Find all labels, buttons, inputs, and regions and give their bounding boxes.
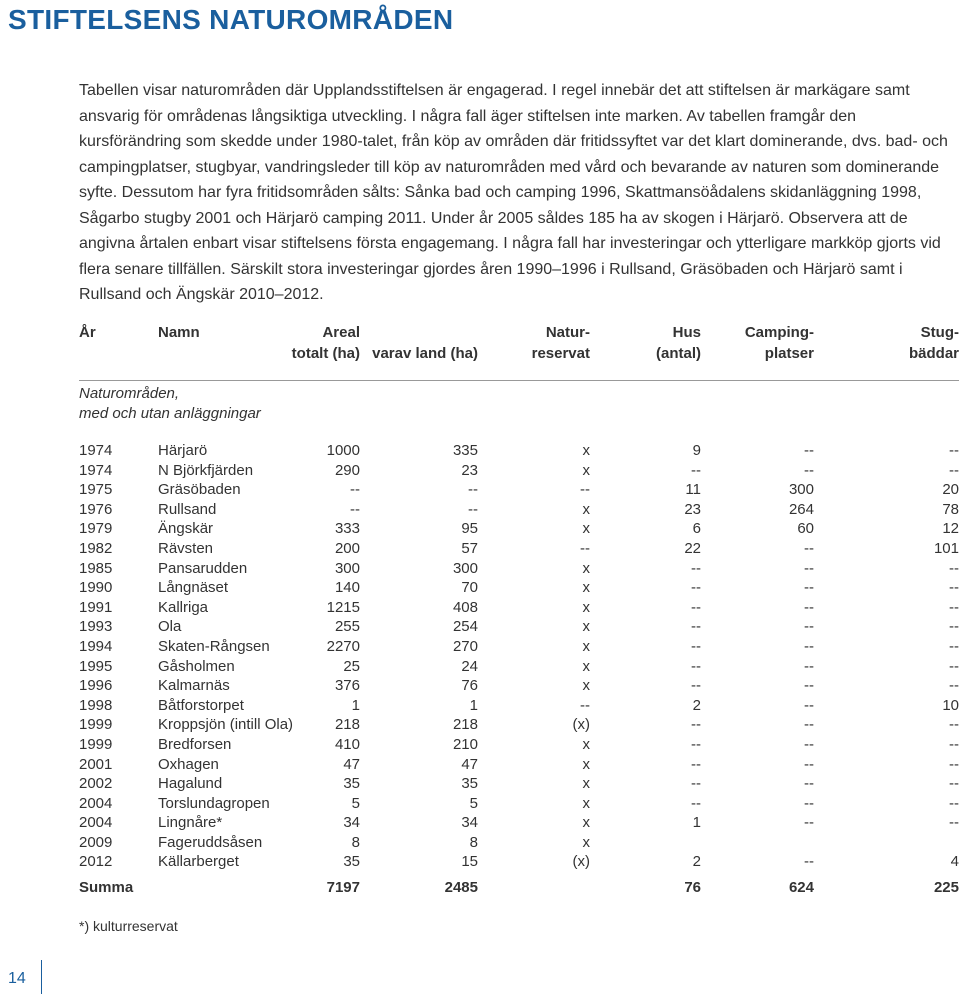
cell-year: 1990 <box>79 579 113 597</box>
cell-name: Kallriga <box>158 598 209 616</box>
cell-area-land: -- <box>468 481 478 499</box>
table-row <box>79 480 959 500</box>
cell-name: Fageruddsåsen <box>158 833 263 851</box>
cell-name: N Björkfjärden <box>158 461 254 479</box>
cell-cabin-beds: -- <box>949 579 959 597</box>
cell-area-land: 57 <box>461 539 478 557</box>
table-row <box>79 735 959 755</box>
cell-camping: -- <box>804 814 814 832</box>
cell-name: Lingnåre* <box>158 814 223 832</box>
cell-area-land: 408 <box>452 598 478 616</box>
header-name: Namn <box>158 324 200 341</box>
cell-houses: -- <box>691 637 701 655</box>
cell-year: 1975 <box>79 481 113 499</box>
cell-camping: -- <box>804 618 814 636</box>
cell-nature-reserve: x <box>582 735 590 753</box>
cell-area-land: 254 <box>452 618 478 636</box>
cell-houses: 2 <box>692 696 701 714</box>
cell-year: 1974 <box>79 461 113 479</box>
cell-camping: -- <box>804 716 814 734</box>
cell-houses: -- <box>691 598 701 616</box>
cell-cabin-beds: -- <box>949 794 959 812</box>
cell-cabin-beds: -- <box>949 618 959 636</box>
cell-camping: -- <box>804 657 814 675</box>
cell-cabin-beds: -- <box>949 442 959 459</box>
cell-nature-reserve: x <box>582 657 590 675</box>
cell-year: 2002 <box>79 775 113 793</box>
cell-camping: -- <box>804 853 814 871</box>
cell-year: 1993 <box>79 618 113 636</box>
table-header <box>79 322 959 366</box>
cell-area-land: 76 <box>461 677 478 695</box>
table-row <box>79 852 959 872</box>
cell-houses: -- <box>691 579 701 597</box>
cell-cabin-beds: -- <box>949 657 959 675</box>
table-row <box>79 519 959 539</box>
header-houses: Hus <box>672 324 701 341</box>
cell-houses: 2 <box>692 853 701 871</box>
section-label-line-2: med och utan anläggningar <box>79 405 261 422</box>
cell-camping: -- <box>804 696 814 714</box>
cell-year: 1999 <box>79 716 113 734</box>
cell-name: Rävsten <box>158 539 214 557</box>
cell-camping: -- <box>804 539 814 557</box>
cell-nature-reserve: x <box>582 794 590 812</box>
cell-cabin-beds: -- <box>949 598 959 616</box>
cell-nature-reserve: x <box>582 618 590 636</box>
cell-cabin-beds: 4 <box>950 853 959 871</box>
cell-name: Kalmarnäs <box>158 677 230 695</box>
cell-name: Hagalund <box>158 775 223 793</box>
cell-houses: -- <box>691 657 701 675</box>
cell-name: Oxhagen <box>158 755 219 773</box>
cell-houses: -- <box>691 677 701 695</box>
cell-name: Gräsöbaden <box>158 481 241 499</box>
cell-area-total: -- <box>350 500 360 518</box>
header-camping-2: platser <box>764 345 814 362</box>
table-row <box>79 774 959 794</box>
table-row <box>79 578 959 598</box>
cell-year: 1985 <box>79 559 113 577</box>
cell-area-land: 23 <box>461 461 478 479</box>
cell-cabin-beds: -- <box>949 814 959 832</box>
cell-area-total: 47 <box>343 755 360 773</box>
table-row <box>79 461 959 481</box>
cell-houses: -- <box>691 755 701 773</box>
cell-name: Rullsand <box>158 500 217 518</box>
cell-year: 2004 <box>79 814 113 832</box>
cell-name: Ängskär <box>158 520 214 538</box>
cell-houses: -- <box>691 618 701 636</box>
cell-cabin-beds: -- <box>949 677 959 695</box>
header-nature-reserve-2: reservat <box>531 345 590 362</box>
cell-camping: -- <box>804 677 814 695</box>
table-row <box>79 755 959 775</box>
cell-area-land: 335 <box>452 442 478 459</box>
cell-nature-reserve: x <box>582 755 590 773</box>
cell-area-total: 1000 <box>326 442 360 459</box>
page-title: STIFTELSENS NATUROMRÅDEN <box>8 4 454 35</box>
cell-name: Härjarö <box>158 442 208 459</box>
cell-area-land: -- <box>468 500 478 518</box>
cell-cabin-beds: 101 <box>933 539 959 557</box>
cell-camping: 264 <box>788 500 814 518</box>
cell-nature-reserve: x <box>582 637 590 655</box>
cell-year: 2009 <box>79 833 113 851</box>
table-row <box>79 598 959 618</box>
cell-year: 1991 <box>79 598 113 616</box>
table-row <box>79 794 959 814</box>
cell-area-land: 35 <box>461 775 478 793</box>
footnote: *) kulturreservat <box>79 918 178 934</box>
section-label <box>79 384 261 424</box>
cell-camping: -- <box>804 794 814 812</box>
cell-area-total: 25 <box>343 657 360 675</box>
cell-nature-reserve: -- <box>580 539 590 557</box>
cell-area-total: -- <box>350 481 360 499</box>
cell-nature-reserve: x <box>582 833 590 851</box>
cell-nature-reserve: x <box>582 814 590 832</box>
cell-year: 1998 <box>79 696 113 714</box>
cell-nature-reserve: (x) <box>572 716 590 734</box>
header-nature-reserve: Natur- <box>545 324 590 341</box>
cell-nature-reserve: x <box>582 442 590 459</box>
cell-year: 1982 <box>79 539 113 557</box>
cell-cabin-beds: -- <box>949 559 959 577</box>
cell-camping: 60 <box>797 520 814 538</box>
intro-paragraph: Tabellen visar naturområden där Upplandsstiftelsen är engagerad. I regel innebär det att stiftelsen är markägare samt ansvarig för områdenas långsiktiga utveckling. I några fall äger stiftelsen inte marken. Av tabellen framgår den kursförändring som skedde under 1980-talet, från köp av områden där fritidssyftet var det klart dominerande, dvs. bad- och campingplatser, stugbyar, vandringsleder till köp av naturområden med vård och bevarande av naturen som dominerande syfte. Dessutom har fyra fritidsområden sålts: Sånka bad och camping 1996, Skattmansöådalens skidanläggning 1998, Sågarbo stugby 2001 och Härjarö camping 2011. Under år 2005 såldes 185 ha av skogen i Härjarö. Observera att de angivna årtalen enbart visar stiftelsens första engagemang. I några fall har investeringar och ytterligare markköp gjorts vid flera senare tillfällen. Särskilt stora investeringar gjordes åren 1990–1996 i Rullsand, Gräsöbaden och Härjarö samt i Rullsand och Ängskär 2010–2012. <box>79 82 948 303</box>
cell-name: Skaten-Rångsen <box>158 637 270 655</box>
cell-area-land: 24 <box>461 657 478 675</box>
cell-area-land: 70 <box>461 579 478 597</box>
cell-cabin-beds: 10 <box>942 696 959 714</box>
cell-nature-reserve: x <box>582 598 590 616</box>
cell-cabin-beds: 78 <box>942 500 959 518</box>
cell-houses: 6 <box>692 520 701 538</box>
cell-nature-reserve: x <box>582 559 590 577</box>
cell-nature-reserve: x <box>582 461 590 479</box>
cell-houses: 9 <box>692 442 701 459</box>
summary-land: 2485 <box>444 879 478 896</box>
cell-area-total: 1 <box>351 696 360 714</box>
table-row <box>79 676 959 696</box>
cell-cabin-beds: -- <box>949 735 959 753</box>
cell-year: 2004 <box>79 794 113 812</box>
cell-name: Gåsholmen <box>158 657 235 675</box>
cell-year: 1996 <box>79 677 113 695</box>
cell-cabin-beds: -- <box>949 461 959 479</box>
page-number: 14 <box>8 970 26 987</box>
cell-year: 2012 <box>79 853 113 871</box>
intro-text <box>79 78 959 308</box>
cell-houses: -- <box>691 461 701 479</box>
cell-year: 1976 <box>79 500 113 518</box>
cell-camping: -- <box>804 637 814 655</box>
cell-houses: -- <box>691 559 701 577</box>
table-row <box>79 715 959 735</box>
cell-houses: -- <box>691 735 701 753</box>
cell-year: 1974 <box>79 442 113 459</box>
cell-nature-reserve: x <box>582 520 590 538</box>
cell-area-land: 1 <box>469 696 478 714</box>
cell-cabin-beds: -- <box>949 716 959 734</box>
table-row <box>79 657 959 677</box>
cell-name: Långnäset <box>158 579 229 597</box>
table-header-line-2 <box>79 343 959 364</box>
cell-area-land: 95 <box>461 520 478 538</box>
table-row <box>79 500 959 520</box>
table-header-line-1 <box>79 322 959 343</box>
cell-year: 1979 <box>79 520 113 538</box>
table-row <box>79 441 959 461</box>
header-area: Areal <box>322 324 360 341</box>
header-area-total: totalt (ha) <box>291 345 360 362</box>
table-row <box>79 637 959 657</box>
table-row <box>79 813 959 833</box>
cell-name: Torslundagropen <box>158 794 270 812</box>
cell-cabin-beds: 20 <box>942 481 959 499</box>
cell-area-total: 300 <box>334 559 360 577</box>
summary-area: 7197 <box>326 879 360 896</box>
table-summary <box>79 878 959 898</box>
cell-area-total: 218 <box>334 716 360 734</box>
cell-year: 1994 <box>79 637 113 655</box>
section-label-line-1: Naturområden, <box>79 385 180 402</box>
cell-year: 2001 <box>79 755 113 773</box>
cell-area-land: 5 <box>469 794 478 812</box>
cell-nature-reserve: x <box>582 500 590 518</box>
cell-area-land: 210 <box>452 735 478 753</box>
header-cabin-beds: Stug- <box>920 324 959 341</box>
cell-area-total: 410 <box>334 735 360 753</box>
summary-row <box>79 878 959 898</box>
cell-houses: 22 <box>684 539 701 557</box>
cell-area-land: 8 <box>469 833 478 851</box>
cell-nature-reserve: x <box>582 579 590 597</box>
cell-camping: -- <box>804 775 814 793</box>
cell-name: Källarberget <box>158 853 239 871</box>
table-row <box>79 617 959 637</box>
cell-area-total: 8 <box>351 833 360 851</box>
cell-houses: -- <box>691 794 701 812</box>
cell-area-total: 1215 <box>326 598 360 616</box>
header-year: År <box>79 324 96 341</box>
cell-area-land: 47 <box>461 755 478 773</box>
cell-nature-reserve: -- <box>580 696 590 714</box>
cell-houses: 11 <box>685 481 701 499</box>
cell-houses: 1 <box>692 814 701 832</box>
page-number-divider <box>41 960 42 994</box>
cell-camping: -- <box>804 461 814 479</box>
cell-cabin-beds: -- <box>949 775 959 793</box>
cell-houses: 23 <box>684 500 701 518</box>
cell-camping: -- <box>804 442 814 459</box>
table-row <box>79 539 959 559</box>
cell-name: Båtforstorpet <box>158 696 244 714</box>
cell-area-total: 35 <box>343 853 360 871</box>
cell-name: Ola <box>158 618 182 636</box>
summary-cabin-beds: 225 <box>933 879 959 896</box>
cell-nature-reserve: -- <box>580 481 590 499</box>
cell-houses: -- <box>691 716 701 734</box>
summary-camping: 624 <box>788 879 814 896</box>
cell-camping: 300 <box>788 481 814 499</box>
cell-area-total: 200 <box>334 539 360 557</box>
cell-area-land: 218 <box>452 716 478 734</box>
cell-camping: -- <box>804 579 814 597</box>
cell-area-land: 270 <box>452 637 478 655</box>
cell-area-land: 300 <box>452 559 478 577</box>
cell-year: 1999 <box>79 735 113 753</box>
cell-area-total: 5 <box>351 794 360 812</box>
cell-name: Pansarudden <box>158 559 248 577</box>
cell-camping: -- <box>804 598 814 616</box>
header-cabin-beds-2: bäddar <box>908 345 959 362</box>
cell-nature-reserve: x <box>582 677 590 695</box>
cell-camping: -- <box>804 755 814 773</box>
cell-area-total: 34 <box>343 814 360 832</box>
header-houses-2: (antal) <box>656 345 701 362</box>
cell-area-total: 35 <box>343 775 360 793</box>
cell-name: Kroppsjön (intill Ola) <box>158 716 294 734</box>
cell-nature-reserve: (x) <box>572 853 590 871</box>
cell-area-total: 255 <box>334 618 360 636</box>
cell-area-total: 333 <box>334 520 360 538</box>
cell-area-land: 34 <box>461 814 478 832</box>
table-row <box>79 833 959 853</box>
cell-houses: -- <box>691 775 701 793</box>
cell-camping: -- <box>804 735 814 753</box>
cell-area-total: 376 <box>334 677 360 695</box>
header-land-area: varav land (ha) <box>372 345 478 362</box>
table-rule <box>79 380 959 381</box>
cell-area-total: 290 <box>334 461 360 479</box>
cell-nature-reserve: x <box>582 775 590 793</box>
table-row <box>79 696 959 716</box>
table-body <box>79 441 959 872</box>
cell-year: 1995 <box>79 657 113 675</box>
cell-area-land: 15 <box>461 853 478 871</box>
cell-cabin-beds: -- <box>949 755 959 773</box>
summary-label: Summa <box>79 879 134 896</box>
header-camping: Camping- <box>744 324 814 341</box>
cell-cabin-beds: -- <box>949 637 959 655</box>
table-row <box>79 559 959 579</box>
cell-area-total: 140 <box>334 579 360 597</box>
cell-area-total: 2270 <box>326 637 360 655</box>
cell-camping: -- <box>804 559 814 577</box>
cell-cabin-beds: 12 <box>942 520 959 538</box>
summary-houses: 76 <box>684 879 701 896</box>
cell-name: Bredforsen <box>158 735 232 753</box>
